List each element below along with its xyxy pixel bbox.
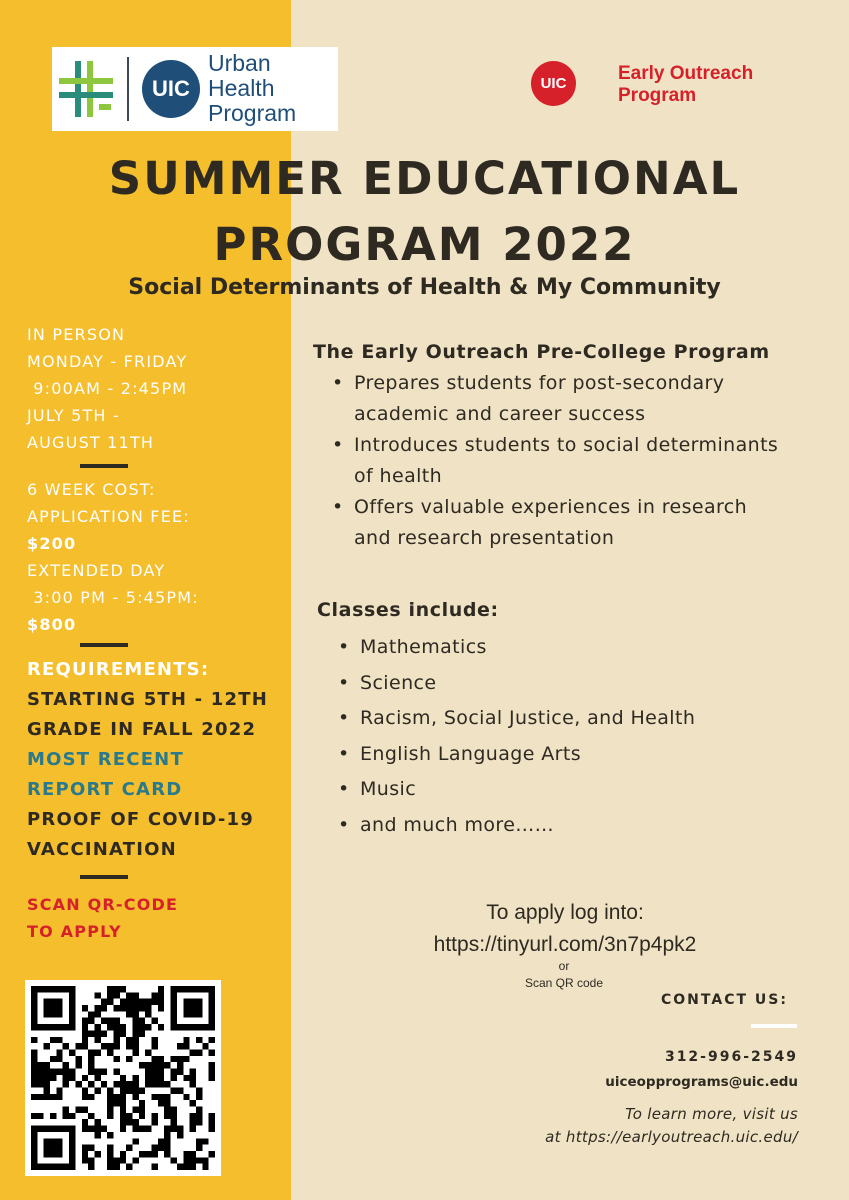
list-item: • Prepares students for post-secondary academic and career success <box>330 368 778 430</box>
classes-heading: Classes include: <box>317 599 499 621</box>
urban-health-program-name: Urban Health Program <box>208 50 297 126</box>
list-item: • and much more…… <box>336 808 695 844</box>
list-item: • Science <box>336 666 695 702</box>
cost-block: 6 WEEK COST: APPLICATION FEE: $200 EXTENDED DAY 3:00 PM - 5:45PM: $800 <box>27 480 199 634</box>
apply-block: To apply log into: https://tinyurl.com/3n7p4pk2 <box>380 897 750 961</box>
list-item: • Racism, Social Justice, and Health <box>336 701 695 737</box>
list-item: • Introduces students to social determinants of health <box>330 430 778 492</box>
urban-health-program-logo <box>52 47 338 131</box>
classes-list <box>336 630 695 843</box>
or-scan-text: or Scan QR code <box>524 959 604 990</box>
divider-rule <box>80 643 128 647</box>
divider-rule <box>80 875 128 879</box>
website-link[interactable]: at https://earlyoutreach.uic.edu/ <box>545 1128 798 1146</box>
contact-heading: CONTACT US: <box>661 992 788 1008</box>
program-heading: The Early Outreach Pre-College Program <box>313 341 770 363</box>
list-item: • Mathematics <box>336 630 695 666</box>
divider-rule <box>80 464 128 468</box>
contact-divider <box>751 1024 797 1028</box>
cross-logo-icon <box>57 59 115 119</box>
requirements-block: REQUIREMENTS: STARTING 5TH - 12TH GRADE IN FALL 2022 MOST RECENT REPORT CARD PROOF OF COVID-19 VACCINATION <box>27 659 268 860</box>
contact-email[interactable]: uiceopprograms@uic.edu <box>605 1074 798 1090</box>
page-subtitle: Social Determinants of Health & My Community <box>128 275 721 300</box>
logo-divider <box>127 57 129 121</box>
qr-code-icon <box>31 986 215 1170</box>
list-item: • English Language Arts <box>336 737 695 773</box>
list-item: • Music <box>336 772 695 808</box>
program-bullet-list <box>330 368 778 554</box>
qr-code[interactable] <box>25 980 221 1176</box>
schedule-block: IN PERSON MONDAY - FRIDAY 9:00AM - 2:45PM JULY 5TH - AUGUST 11TH <box>27 325 188 452</box>
contact-phone[interactable]: 312-996-2549 <box>664 1049 798 1065</box>
learn-more-text: To learn more, visit us at https://earlyoutreach.uic.edu/ <box>545 1103 798 1149</box>
uic-circle-logo: UIC <box>142 60 200 118</box>
apply-url-link[interactable]: https://tinyurl.com/3n7p4pk2 <box>433 933 697 956</box>
uic-red-circle-logo: UIC <box>531 61 576 106</box>
list-item: • Offers valuable experiences in research and research presentation <box>330 492 778 554</box>
early-outreach-program-name: Early Outreach Program <box>618 63 754 106</box>
scan-qr-instruction: SCAN QR-CODE TO APPLY <box>27 895 179 941</box>
page-title: SUMMER EDUCATIONAL PROGRAM 2022 <box>108 152 741 271</box>
